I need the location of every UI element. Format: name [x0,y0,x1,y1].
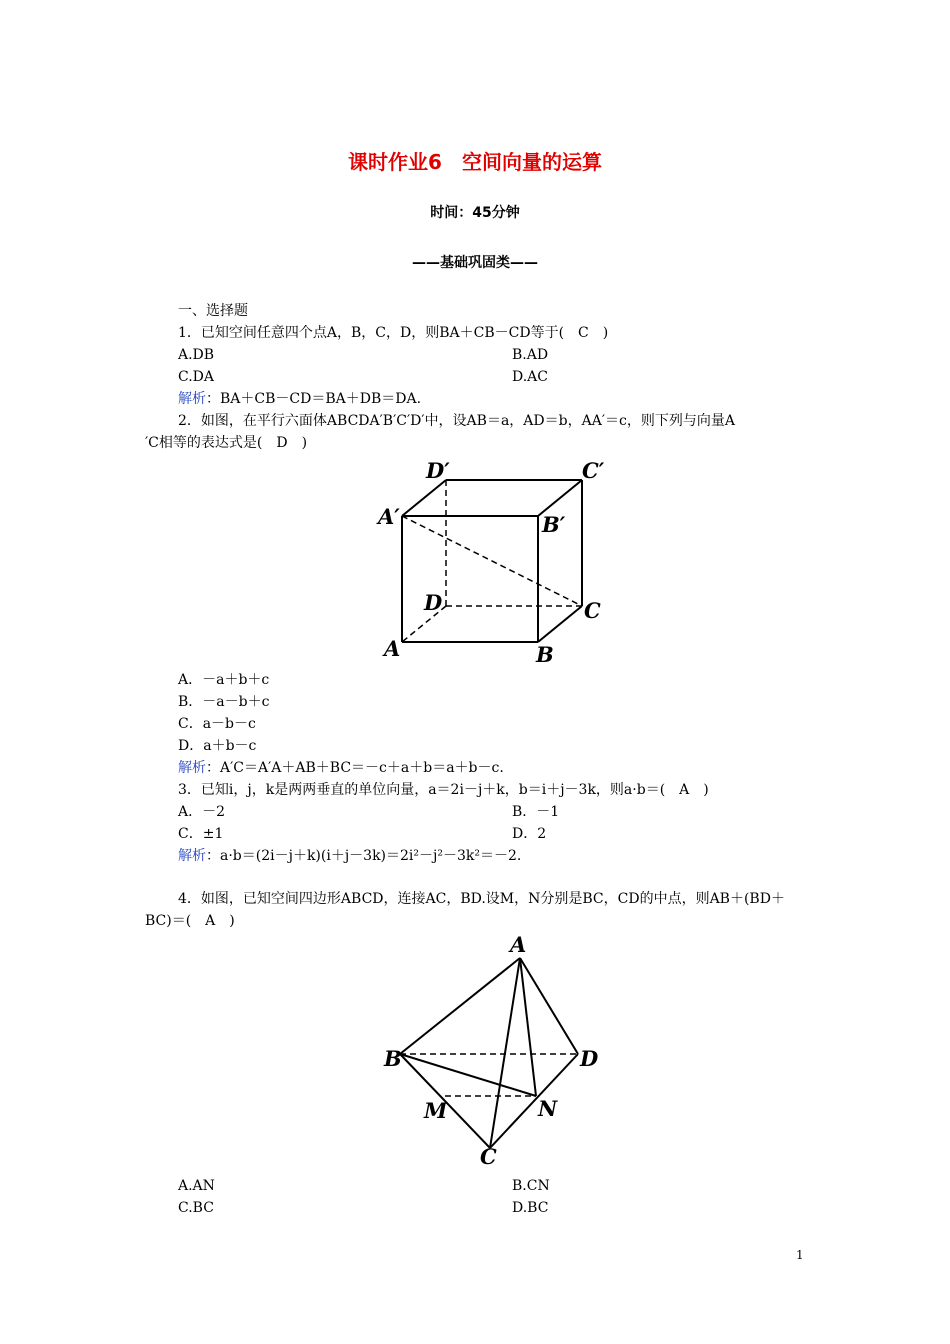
solution-label: 解析 [178,760,206,776]
q4-option-c: C.BC [178,1200,214,1216]
q3-option-d: D．2 [512,826,547,842]
label-C: C [584,598,601,623]
label-A: A [384,636,401,661]
q3-option-a: A．－2 [178,804,226,820]
q4-option-b: B.CN [512,1178,550,1194]
label-D-prime: D′ [426,458,450,483]
label-A: A [510,932,527,957]
q2-option-b: B．－a－b＋c [178,694,270,710]
q3-solution-text: ：a·b＝(2i－j＋k)(i＋j－3k)＝2i²－j²－3k²＝－2. [206,848,522,864]
q1-option-c: C.DA [178,369,214,385]
q1-option-b: B.AD [512,347,549,363]
label-B: B [536,642,554,667]
label-D: D [424,590,443,615]
q2-option-c: C．a－b－c [178,716,256,732]
q2-option-d: D．a＋b－c [178,738,257,754]
page-title: 课时作业6 空间向量的运算 [348,150,602,174]
q4-stem-line1: 4．如图，已知空间四边形ABCD，连接AC，BD.设M，N分别是BC，CD的中点，则AB＋(BD＋ [178,891,785,907]
label-A-prime: A′ [378,504,400,529]
q2-option-a: A．－a＋b＋c [178,672,270,688]
parallelepiped-figure [370,456,620,668]
q4-option-a: A.AN [178,1178,215,1194]
q4-stem-line2: BC)＝( A ) [145,913,235,929]
label-B-prime: B′ [542,512,566,537]
question-type-heading: 一、选择题 [178,303,248,319]
q3-option-b: B．－1 [512,804,560,820]
q3-solution [178,846,521,866]
q1-option-d: D.AC [512,369,548,385]
q2-stem-line1: 2．如图，在平行六面体ABCDA′B′C′D′中，设AB＝a，AD＝b，AA′＝c，则下列与向量A [178,413,735,429]
label-C-prime: C′ [582,458,605,483]
page-number: 1 [796,1248,804,1262]
q1-solution-text: ：BA＋CB－CD＝BA＋DB＝DA. [206,391,422,407]
q2-stem-line2: ′C相等的表达式是( D ) [145,435,308,451]
section-heading: ——基础巩固类—— [412,255,538,271]
label-C: C [480,1144,497,1169]
label-N: N [538,1096,558,1121]
label-B: B [384,1046,402,1071]
q3-stem: 3．已知i，j，k是两两垂直的单位向量，a＝2i－j＋k，b＝i＋j－3k，则a·b＝( A ) [178,782,709,798]
label-M: M [424,1098,448,1123]
solution-label: 解析 [178,848,206,864]
q1-solution [178,389,421,409]
q2-solution [178,758,504,778]
q3-option-c: C．±1 [178,826,224,842]
solution-label: 解析 [178,391,206,407]
q2-solution-text: ：A′C＝A′A＋AB＋BC＝－c＋a＋b＝a＋b－c. [206,760,504,776]
time-limit: 时间：45分钟 [430,205,520,221]
tetrahedron-figure [370,928,620,1172]
q4-option-d: D.BC [512,1200,549,1216]
q1-stem: 1．已知空间任意四个点A，B，C，D，则BA＋CB－CD等于( C ) [178,325,609,341]
q1-option-a: A.DB [178,347,215,363]
label-D: D [580,1046,599,1071]
